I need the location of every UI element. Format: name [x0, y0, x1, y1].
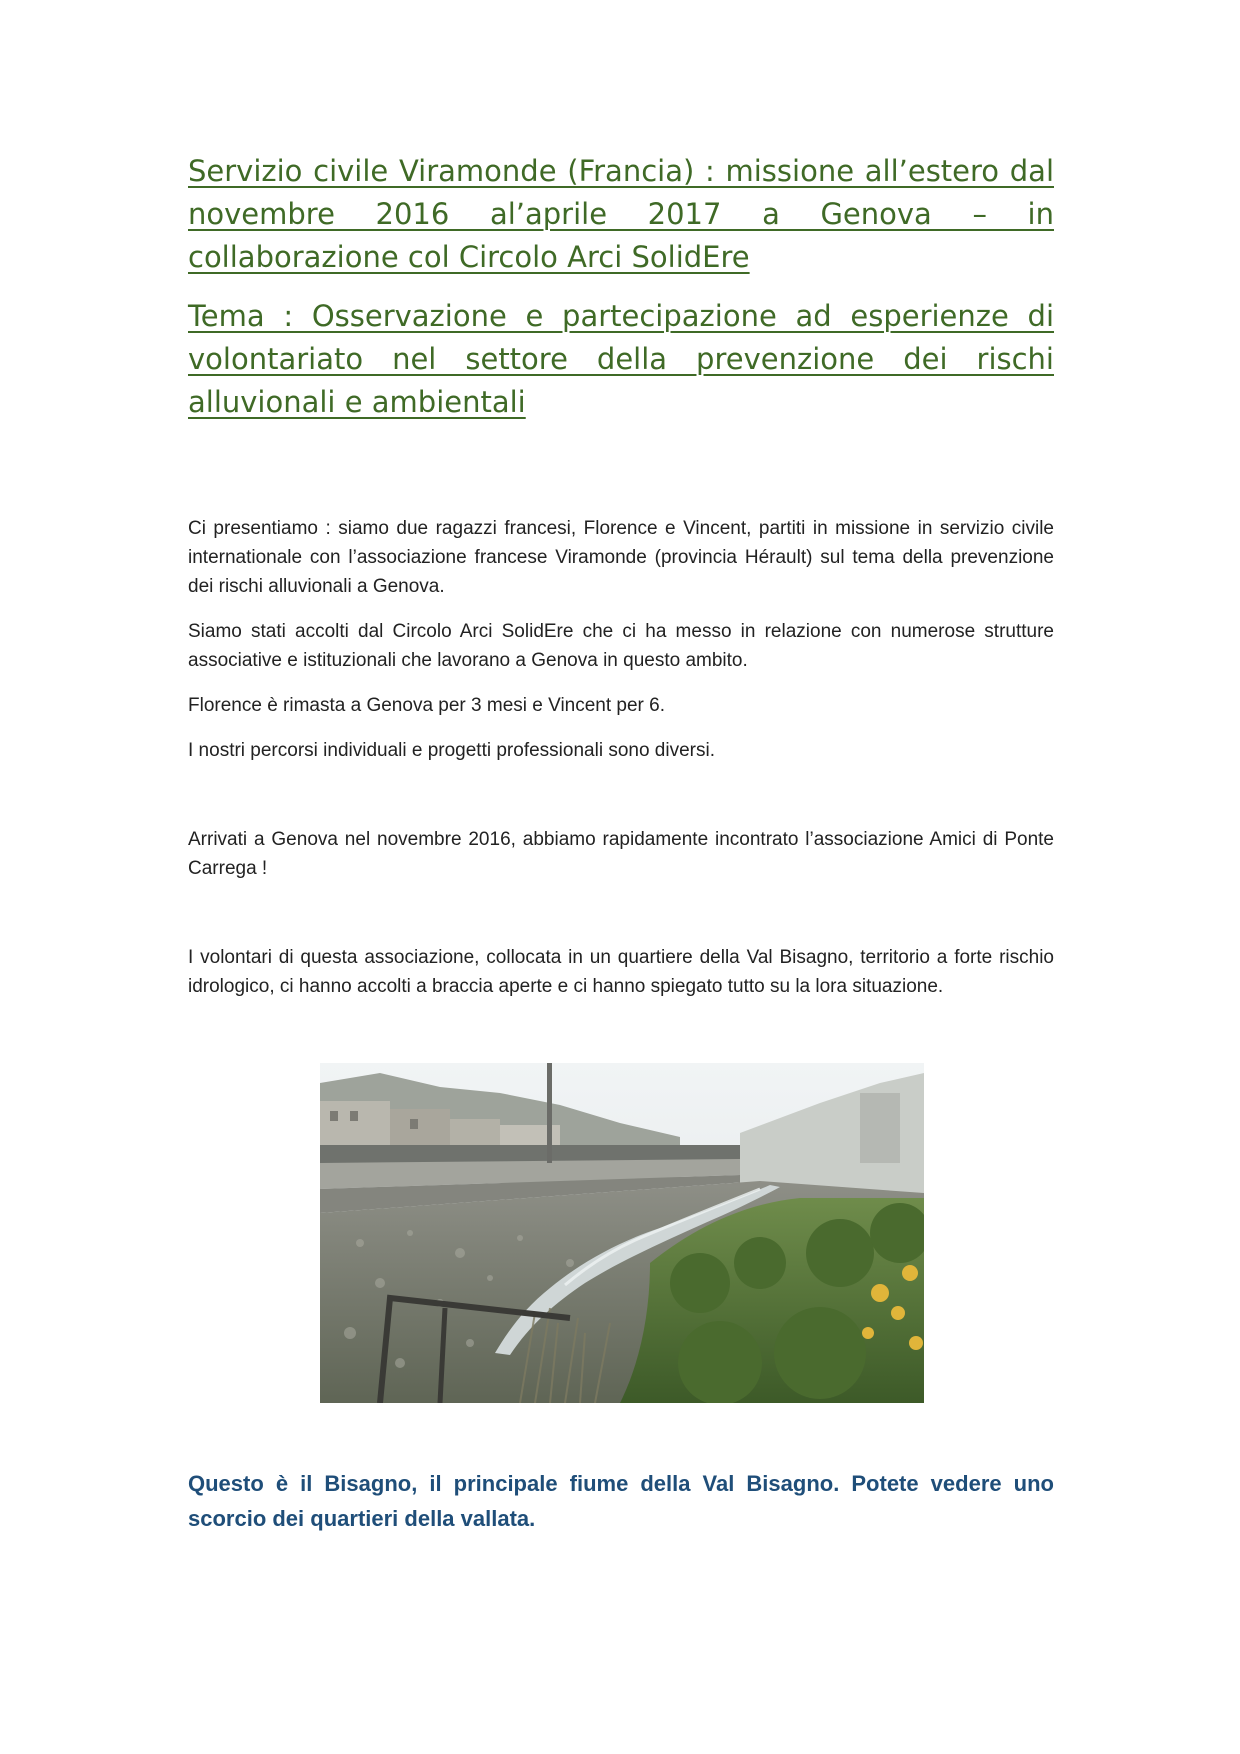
intro-section	[188, 514, 1054, 1001]
paragraph-intro: Ci presentiamo : siamo due ragazzi francesi, Florence e Vincent, partiti in missione in servizio civile internationale con l’associazione francese Viramonde (provincia Hérault) sul tema della prevenzione dei rischi alluvionali a Genova.	[188, 518, 1054, 597]
paragraph-arrival: Arrivati a Genova nel novembre 2016, abbiamo rapidamente incontrato l’associazione Amici di Ponte Carrega !	[188, 829, 1054, 879]
river-photo	[320, 1063, 924, 1403]
document-title: Servizio civile Viramonde (Francia) : missione all’estero dal novembre 2016 al’aprile 2017 a Genova – in collaborazione col Circolo Arci SolidEre	[188, 154, 1054, 274]
document-theme: Tema : Osservazione e partecipazione ad esperienze di volontariato nel settore della prevenzione dei rischi alluvionali e ambientali	[188, 299, 1054, 419]
document-page	[188, 150, 1054, 1017]
paragraph-volunteers: I volontari di questa associazione, collocata in un quartiere della Val Bisagno, territorio a forte rischio idrologico, ci hanno accolti a braccia aperte e ci hanno spiegato tutto su la lora situazione.	[188, 947, 1054, 997]
river-photo-image	[320, 1063, 924, 1403]
photo-caption: Questo è il Bisagno, il principale fiume della Val Bisagno. Potete vedere uno scorcio dei quartieri della vallata.	[188, 1471, 1054, 1531]
paragraph-duration: Florence è rimasta a Genova per 3 mesi e Vincent per 6.	[188, 695, 666, 716]
paragraph-paths: I nostri percorsi individuali e progetti professionali sono diversi.	[188, 740, 715, 761]
paragraph-welcome: Siamo stati accolti dal Circolo Arci SolidEre che ci ha messo in relazione con numerose strutture associative e istituzionali che lavorano a Genova in questo ambito.	[188, 621, 1054, 671]
